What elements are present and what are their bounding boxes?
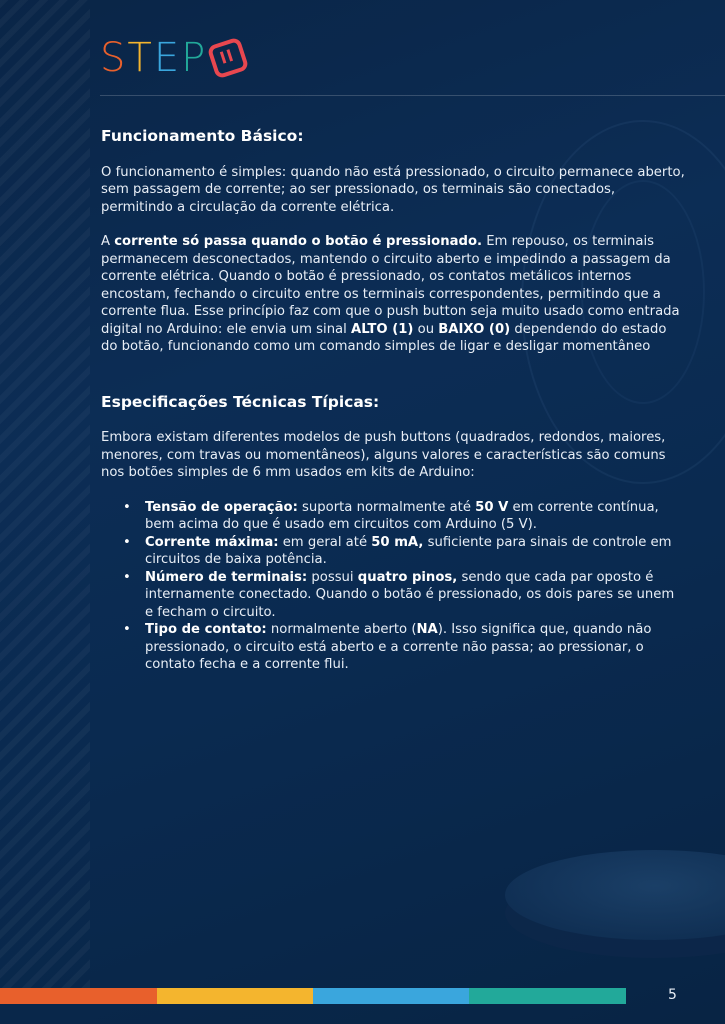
bold-text: 50 mA, bbox=[371, 534, 424, 550]
text-run: suporta normalmente até bbox=[297, 499, 476, 515]
bold-text: BAIXO (0) bbox=[438, 321, 511, 337]
text-run: sendo que cada par oposto é internamente conectado. Quando o botão é pressionado, os dois pares se unem e fecham o circuito. bbox=[145, 569, 675, 620]
text-run: em geral até bbox=[278, 534, 372, 550]
logo-letter-s: S bbox=[100, 35, 128, 81]
text-run: normalmente aberto ( bbox=[266, 622, 417, 637]
background-stripes bbox=[0, 0, 90, 1000]
logo-letter-t: T bbox=[127, 35, 154, 81]
bold-text: 50 V bbox=[475, 499, 509, 515]
logo-letter-e: E bbox=[153, 35, 182, 81]
paragraph-basic-2 bbox=[101, 233, 686, 356]
text-run: ). Isso significa que, quando não pressionado, o circuito está aberto e a corrente não passa; ao pressionar, o contato fecha e a corrente flui. bbox=[145, 622, 652, 672]
bold-text: quatro pinos, bbox=[357, 569, 458, 585]
paragraph-basic-1: O funcionamento é simples: quando não está pressionado, o circuito permanece aberto, sem passagem de corrente; ao ser pressionado, os terminais são conectados, permitindo a circulação da corrente elétrica. bbox=[101, 164, 685, 215]
bold-text: NA bbox=[416, 622, 438, 637]
list-item bbox=[145, 534, 686, 569]
footer-bar-teal bbox=[469, 988, 626, 1004]
step-logo bbox=[100, 36, 245, 80]
spec-list bbox=[101, 499, 686, 674]
footer-bar-blue bbox=[313, 988, 469, 1004]
spec-label: Corrente máxima: bbox=[145, 534, 279, 550]
section-title-spec: Especificações Técnicas Típicas: bbox=[101, 392, 380, 411]
paragraph-spec-intro: Embora existam diferentes modelos de push buttons (quadrados, redondos, maiores, menores, com travas ou momentâneos), alguns valores e características são comuns nos botões simples de 6 mm usados em kits de Arduino: bbox=[101, 430, 666, 480]
footer-bar-orange bbox=[0, 988, 157, 1004]
page-content bbox=[101, 128, 686, 674]
list-item bbox=[145, 569, 686, 622]
logo-wordmark bbox=[100, 35, 208, 81]
page-number: 5 bbox=[668, 987, 677, 1003]
logo-letter-p: P bbox=[181, 35, 208, 81]
text-run: dependendo do estado do botão, funcionando como um comando simples de ligar e desligar momentâneo bbox=[101, 321, 667, 354]
footer-bar-yellow bbox=[157, 988, 313, 1004]
list-item bbox=[145, 621, 686, 674]
text-run: em corrente contínua, bem acima do que é usado em circuitos com Arduino (5 V). bbox=[145, 499, 659, 532]
spec-label: Tipo de contato: bbox=[145, 622, 267, 637]
text-run: ou bbox=[413, 321, 439, 337]
text-run: suficiente para sinais de controle em circuitos de baixa potência. bbox=[145, 534, 672, 567]
header-divider bbox=[100, 95, 725, 96]
text-run: Em repouso, os terminais permanecem desconectados, mantendo o circuito aberto e impedindo a passagem da corrente elétrica. Quando o botão é pressionado, os contatos metálicos internos encostam, fechando o circuito entre os terminais correspondentes, permitindo que a corrente flua. Esse princípio faz com que o push button seja muito usado como entrada digital no Arduino: ele envia um sinal bbox=[101, 234, 680, 337]
spec-label: Número de terminais: bbox=[145, 569, 308, 585]
spec-label: Tensão de operação: bbox=[145, 499, 298, 515]
bold-text: corrente só passa quando o botão é pressionado. bbox=[114, 234, 483, 249]
background-pedestal bbox=[505, 850, 725, 940]
logo-badge-icon bbox=[207, 37, 250, 80]
list-item bbox=[145, 499, 686, 534]
text-run: A bbox=[101, 234, 115, 249]
text-run: possui bbox=[307, 569, 358, 585]
section-title-basic: Funcionamento Básico: bbox=[101, 127, 304, 145]
bold-text: ALTO (1) bbox=[350, 321, 414, 337]
